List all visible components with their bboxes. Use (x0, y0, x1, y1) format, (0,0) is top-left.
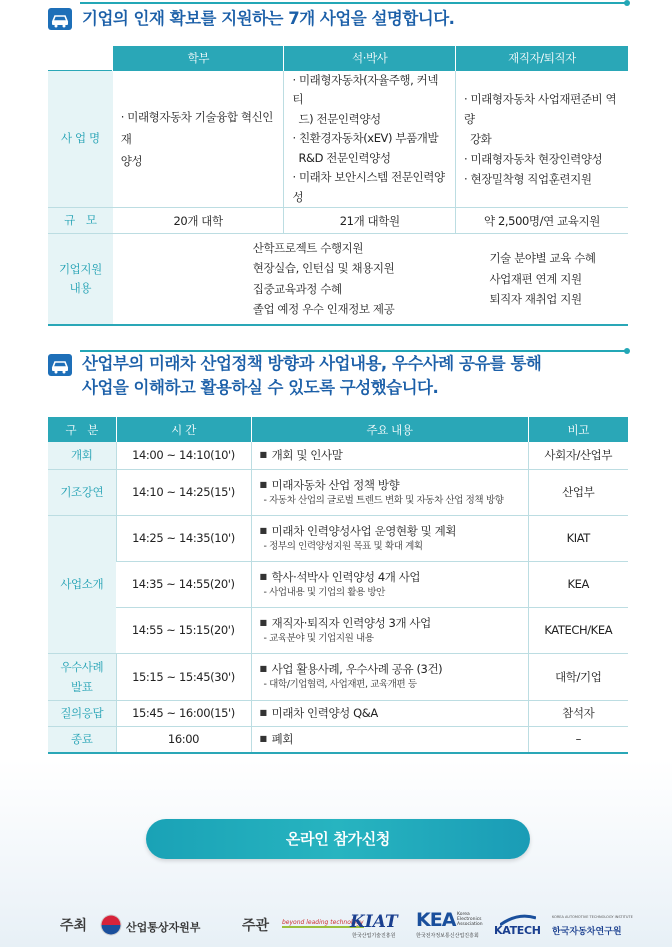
business-graduate (284, 70, 456, 208)
time-cell: 16:00 (116, 726, 251, 753)
time-cell: 14:35 ~ 14:55(20') (116, 561, 251, 607)
content-cell (251, 442, 528, 469)
kiat-subtitle: 한국산업기술진흥원 (352, 933, 396, 939)
section2-title-line1: 산업부의 미래차 산업정책 방향과 사업내용, 우수사례 공유를 통해 (82, 354, 542, 373)
content-cell (251, 469, 528, 515)
support-students (113, 234, 456, 325)
schedule-row (48, 607, 628, 653)
content-sub: - 사업내용 및 기업의 활용 방안 (263, 586, 385, 598)
content-sub: - 교육분야 및 기업지원 내용 (263, 632, 374, 644)
note-cell: 사회자/산업부 (528, 442, 628, 469)
schedule-row (48, 442, 628, 469)
schedule-row (48, 469, 628, 515)
text-line: 드) 전문인력양성 (298, 111, 381, 126)
category-cell: 개회 (48, 442, 116, 469)
content-cell (251, 607, 528, 653)
category-cell: 사업소개 (48, 515, 116, 653)
business-undergrad (113, 70, 284, 208)
support-workers (455, 234, 628, 325)
content-main: ■ 미래자동차 산업 정책 방향 (260, 477, 528, 493)
content-cell (251, 515, 528, 561)
header-worker: 재직자/퇴직자 (455, 46, 628, 70)
host-org: 산업통상자원부 (126, 921, 201, 934)
corner-cell (48, 46, 113, 70)
section1-top-rule (80, 2, 628, 4)
schedule-header (48, 417, 628, 442)
content-sub: - 정부의 인력양성지원 목표 및 확대 계획 (263, 540, 423, 552)
note-cell: KEA (528, 561, 628, 607)
katech-swoosh-icon (500, 911, 536, 923)
row-scale (48, 208, 628, 234)
header-note: 비고 (528, 417, 628, 442)
organizer-label: 주관 (242, 918, 270, 934)
content-main: ■ 개회 및 인사말 (260, 447, 528, 463)
business-worker (455, 70, 628, 208)
schedule-table (48, 417, 628, 754)
content-sub: - 대학/기업협력, 사업재편, 교육개편 등 (263, 679, 417, 690)
note-cell: KATECH/KEA (528, 607, 628, 653)
text-line: 현장실습, 인턴십 및 채용지원 (252, 261, 395, 276)
business-table-header (48, 46, 628, 70)
text-line: · 미래형자동차(자율주행, 커넥티 (292, 72, 439, 106)
text-line: · 미래형자동차 사업재편준비 역량 (463, 91, 617, 126)
note-cell: 산업부 (528, 469, 628, 515)
section2-header (48, 352, 628, 402)
government-emblem-icon (100, 914, 122, 936)
kea-logo: KEA (416, 909, 456, 931)
content-cell (251, 653, 528, 700)
category-cell: 기조강연 (48, 469, 116, 515)
text-line: 강화 (469, 131, 492, 146)
note-cell: 대학/기업 (528, 653, 628, 700)
host-label: 주최 (60, 918, 88, 934)
label-support (48, 234, 113, 325)
scale-worker: 약 2,500명/연 교육지원 (455, 208, 628, 234)
label-business: 사 업 명 (48, 70, 113, 208)
content-main: ■ 폐회 (260, 731, 528, 747)
content-cell (251, 726, 528, 753)
label-line: 기업지원 (58, 261, 102, 276)
section1-rule-dot (624, 0, 630, 6)
schedule-row (48, 700, 628, 726)
content-main: ■ 사업 활용사례, 우수사례 공유 (3건) (260, 661, 528, 677)
note-cell: 참석자 (528, 700, 628, 726)
content-cell (251, 561, 528, 607)
content-main: ■ 학사·석박사 인력양성 4개 사업 (260, 569, 528, 585)
content-sub: - 자동차 산업의 글로벌 트렌드 변화 및 자동차 산업 정책 방향 (263, 494, 504, 506)
label-scale: 규 모 (48, 208, 113, 234)
note-cell: – (528, 726, 628, 753)
schedule-row (48, 561, 628, 607)
business-table (48, 46, 628, 326)
time-cell: 14:10 ~ 14:25(15') (116, 469, 251, 515)
text-line: 사업재편 연계 지원 (489, 271, 582, 286)
kea-side-text: Korea Electronics Association (457, 912, 483, 927)
header-graduate: 석·박사 (284, 46, 456, 70)
katech-english-name: KOREA AUTOMOTIVE TECHNOLOGY INSTITUTE (552, 915, 633, 919)
schedule-row (48, 515, 628, 561)
content-cell (251, 700, 528, 726)
kea-subtitle: 한국전자정보통신산업진흥회 (416, 933, 479, 939)
content-main: ■ 재직자·퇴직자 인력양성 3개 사업 (260, 615, 528, 631)
online-apply-button[interactable]: 온라인 참가신청 (146, 819, 530, 859)
time-cell: 15:45 ~ 16:00(15') (116, 700, 251, 726)
katech-korean-name: 한국자동차연구원 (552, 927, 622, 937)
time-cell: 14:55 ~ 15:15(20') (116, 607, 251, 653)
row-support (48, 234, 628, 325)
text-line: · 미래차 보안시스템 전문인력양성 (292, 170, 445, 204)
text-line: · 친환경자동차(xEV) 부품개발 (292, 131, 439, 145)
text-line: 졸업 예정 우수 인재정보 제공 (252, 302, 395, 317)
schedule-row (48, 726, 628, 753)
text-line: 양성 (120, 153, 143, 168)
header-undergrad: 학부 (113, 46, 284, 70)
text-line: · 현장밀착형 직업훈련지원 (463, 171, 592, 186)
label-line: 내용 (69, 280, 92, 295)
schedule-row (48, 653, 628, 700)
scale-undergrad: 20개 대학 (113, 208, 284, 234)
text-line: · 미래형자동차 기술융합 혁신인재 (120, 109, 273, 146)
time-cell: 14:25 ~ 14:35(10') (116, 515, 251, 561)
header-time: 시 간 (116, 417, 251, 442)
car-icon (48, 354, 72, 376)
header-category: 구 분 (48, 417, 116, 442)
scale-graduate: 21개 대학원 (284, 208, 456, 234)
footer (60, 911, 640, 941)
beyond-logo: beyond leading technology (282, 919, 364, 926)
note-cell: KIAT (528, 515, 628, 561)
section2-rule-dot (624, 348, 630, 354)
text-line: 집중교육과정 수혜 (252, 281, 342, 296)
content-main: ■ 미래차 인력양성사업 운영현황 및 계획 (260, 523, 528, 539)
section1-title: 기업의 인재 확보를 지원하는 7개 사업을 설명합니다. (82, 9, 455, 28)
category-cell: 종료 (48, 726, 116, 753)
category-cell: 우수사례 발표 (48, 653, 116, 700)
text-line: R&D 전문인력양성 (298, 150, 391, 165)
katech-logo: KATECH (494, 924, 541, 937)
text-line: 기술 분야별 교육 수혜 (489, 251, 596, 265)
section1-header (48, 6, 628, 32)
time-cell: 14:00 ~ 14:10(10') (116, 442, 251, 469)
content-main: ■ 미래차 인력양성 Q&A (260, 705, 528, 721)
text-line: 퇴직자 재취업 지원 (489, 292, 582, 306)
text-line: · 미래형자동차 현장인력양성 (463, 151, 603, 166)
section2-title-line2: 사업을 이해하고 활용하실 수 있도록 구성했습니다. (82, 378, 439, 397)
row-business-names (48, 70, 628, 208)
kiat-logo: KIAT (350, 912, 398, 932)
car-icon (48, 8, 72, 30)
category-cell: 질의응답 (48, 700, 116, 726)
text-line: 산학프로젝트 수행지원 (252, 240, 364, 255)
time-cell: 15:15 ~ 15:45(30') (116, 653, 251, 700)
header-content: 주요 내용 (251, 417, 528, 442)
